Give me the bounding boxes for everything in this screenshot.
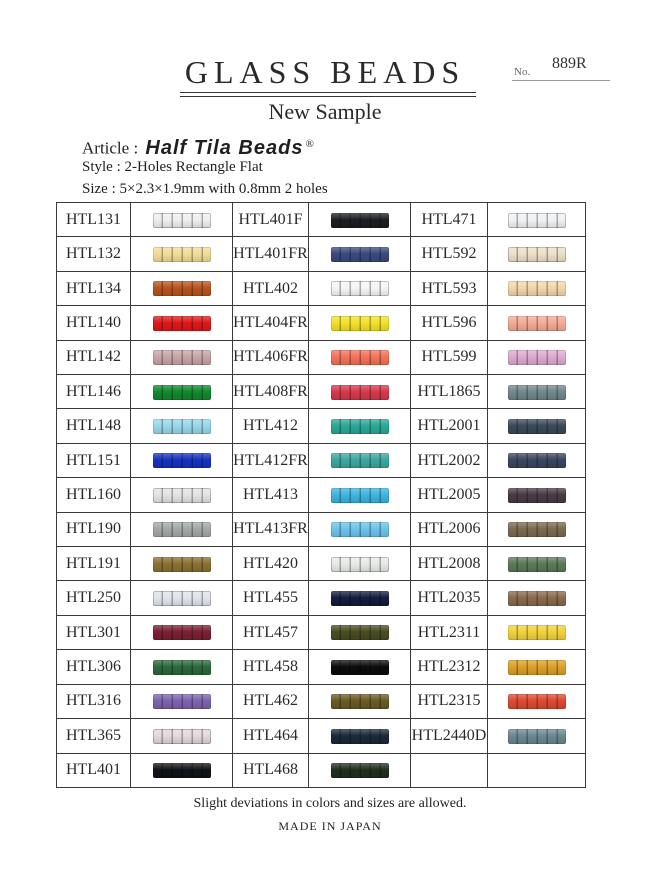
article-label: Article : [82,138,139,158]
bead-code: HTL250 [57,581,131,615]
bead-swatch-cell [309,753,411,788]
bead-code: HTL2002 [411,443,488,477]
bead-swatch [153,281,211,296]
origin-label: MADE IN JAPAN [278,819,382,833]
bead-code: HTL462 [233,684,309,718]
bead-swatch-cell [131,306,233,340]
bead-swatch [331,625,389,640]
sample-number-label: No. [514,66,531,78]
bead-code: HTL2035 [411,581,488,615]
bead-swatch-cell [131,443,233,477]
bead-code: HTL2312 [411,650,488,684]
bead-swatch [153,385,211,400]
bead-swatch [331,419,389,434]
bead-swatch-cell [488,237,586,271]
bead-swatch [153,729,211,744]
bead-swatch [331,385,389,400]
table-row [57,409,586,443]
bead-swatch-cell [309,375,411,409]
bead-swatch [153,591,211,606]
bead-swatch-cell [488,547,586,581]
bead-code: HTL464 [233,719,309,753]
table-row [57,753,586,788]
bead-code: HTL593 [411,271,488,305]
bead-code: HTL190 [57,512,131,546]
bead-swatch [331,213,389,228]
bead-swatch [331,660,389,675]
table-row [57,650,586,684]
table-row [57,581,586,615]
style-line: Style : 2-Holes Rectangle Flat [82,159,263,175]
bead-swatch-cell [309,340,411,374]
bead-swatch [331,694,389,709]
bead-code: HTL131 [57,203,131,237]
bead-code: HTL402 [233,271,309,305]
bead-swatch-cell [309,650,411,684]
bead-swatch [331,763,389,778]
bead-code: HTL2008 [411,547,488,581]
bead-code: HTL365 [57,719,131,753]
title-underline [180,92,476,93]
bead-code: HTL191 [57,547,131,581]
sample-number-rule [512,80,610,81]
bead-swatch-cell [131,719,233,753]
bead-swatch-cell [309,443,411,477]
bead-code: HTL412FR [233,443,309,477]
bead-swatch-cell [488,650,586,684]
bead-code: HTL146 [57,375,131,409]
bead-swatch [508,247,566,262]
table-row [57,719,586,753]
bead-swatch-cell [131,409,233,443]
bead-swatch [153,694,211,709]
bead-swatch [508,729,566,744]
bead-swatch-cell [309,684,411,718]
table-row [57,306,586,340]
bead-code: HTL2311 [411,615,488,649]
bead-swatch [153,522,211,537]
bead-swatch-cell [488,375,586,409]
bead-code: HTL2315 [411,684,488,718]
bead-swatch [508,625,566,640]
bead-swatch [508,419,566,434]
bead-code: HTL471 [411,203,488,237]
bead-code: HTL306 [57,650,131,684]
bead-swatch [508,350,566,365]
bead-swatch [331,281,389,296]
bead-swatch-cell [488,340,586,374]
table-row [57,375,586,409]
bead-code: HTL148 [57,409,131,443]
bead-code: HTL401 [57,753,131,788]
bead-swatch-cell [309,271,411,305]
bead-swatch [331,522,389,537]
bead-swatch-cell [131,581,233,615]
bead-swatch-cell [488,271,586,305]
bead-code [411,753,488,788]
bead-swatch-cell [488,684,586,718]
bead-swatch [153,350,211,365]
bead-swatch-cell [488,306,586,340]
bead-swatch-cell [488,753,586,788]
title-underline-thin [180,96,476,97]
bead-swatch-cell [131,375,233,409]
bead-swatch-cell [131,650,233,684]
bead-swatch [331,316,389,331]
bead-swatch [508,316,566,331]
bead-swatch [153,763,211,778]
bead-swatch-cell [131,684,233,718]
page-title: GLASS BEADS [184,54,466,90]
bead-swatch [331,350,389,365]
bead-code: HTL404FR [233,306,309,340]
bead-code: HTL596 [411,306,488,340]
bead-swatch-cell [131,271,233,305]
bead-code: HTL316 [57,684,131,718]
bead-swatch-cell [309,581,411,615]
bead-code: HTL458 [233,650,309,684]
bead-swatch [508,591,566,606]
bead-swatch [508,281,566,296]
table-row [57,340,586,374]
bead-code: HTL412 [233,409,309,443]
bead-swatch [153,625,211,640]
bead-swatch [508,453,566,468]
size-line: Size : 5×2.3×1.9mm with 0.8mm 2 holes [82,181,328,197]
bead-swatch-cell [309,409,411,443]
bead-swatch-cell [131,203,233,237]
bead-swatch [508,660,566,675]
bead-swatch-cell [131,237,233,271]
bead-swatch-cell [309,237,411,271]
bead-swatch-cell [131,753,233,788]
bead-swatch-cell [488,409,586,443]
table-row [57,615,586,649]
bead-swatch [153,660,211,675]
bead-swatch-cell [488,512,586,546]
bead-swatch [508,694,566,709]
bead-swatch [153,316,211,331]
bead-swatch-cell [309,203,411,237]
bead-swatch [508,522,566,537]
bead-swatch [153,247,211,262]
registered-mark: ® [305,138,314,150]
bead-swatch [508,488,566,503]
bead-code: HTL401F [233,203,309,237]
bead-swatch-cell [488,443,586,477]
bead-swatch-cell [131,478,233,512]
bead-code: HTL592 [411,237,488,271]
bead-swatch [153,419,211,434]
table-row [57,684,586,718]
bead-swatch-cell [309,478,411,512]
bead-code: HTL142 [57,340,131,374]
deviation-note: Slight deviations in colors and sizes are allowed. [193,796,467,811]
table-row [57,203,586,237]
bead-code: HTL599 [411,340,488,374]
bead-code: HTL455 [233,581,309,615]
bead-swatch [508,385,566,400]
bead-code: HTL1865 [411,375,488,409]
bead-code: HTL2005 [411,478,488,512]
bead-swatch [153,453,211,468]
bead-code: HTL301 [57,615,131,649]
bead-color-table [56,202,586,788]
bead-code: HTL413FR [233,512,309,546]
page-subtitle: New Sample [268,99,382,124]
bead-code: HTL408FR [233,375,309,409]
bead-swatch [331,247,389,262]
bead-code: HTL468 [233,753,309,788]
bead-swatch-cell [309,615,411,649]
article-name: Half Tila Beads [145,136,304,159]
bead-swatch-cell [488,615,586,649]
bead-swatch [331,453,389,468]
table-row [57,478,586,512]
bead-code: HTL140 [57,306,131,340]
bead-swatch-cell [131,547,233,581]
bead-swatch-cell [131,340,233,374]
bead-swatch-cell [309,512,411,546]
bead-swatch-cell [488,203,586,237]
bead-code: HTL413 [233,478,309,512]
bead-swatch-cell [488,478,586,512]
bead-code: HTL457 [233,615,309,649]
bead-swatch [153,213,211,228]
sample-number: 889R [552,55,587,72]
bead-swatch [508,213,566,228]
bead-swatch-cell [309,547,411,581]
table-row [57,271,586,305]
bead-code: HTL132 [57,237,131,271]
bead-swatch-cell [309,306,411,340]
bead-code: HTL134 [57,271,131,305]
bead-swatch [153,488,211,503]
bead-code: HTL401FR [233,237,309,271]
bead-swatch-cell [488,581,586,615]
bead-swatch [331,729,389,744]
bead-swatch-cell [309,719,411,753]
table-row [57,443,586,477]
table-row [57,237,586,271]
bead-code: HTL2006 [411,512,488,546]
table-row [57,512,586,546]
bead-code: HTL160 [57,478,131,512]
bead-code: HTL2440D [411,719,488,753]
bead-swatch [508,557,566,572]
bead-swatch [331,557,389,572]
bead-swatch-cell [488,719,586,753]
bead-code: HTL406FR [233,340,309,374]
bead-code: HTL2001 [411,409,488,443]
bead-swatch-cell [131,512,233,546]
table-row [57,547,586,581]
bead-swatch [331,488,389,503]
bead-swatch [331,591,389,606]
bead-swatch [153,557,211,572]
bead-code: HTL151 [57,443,131,477]
bead-code: HTL420 [233,547,309,581]
bead-swatch-cell [131,615,233,649]
